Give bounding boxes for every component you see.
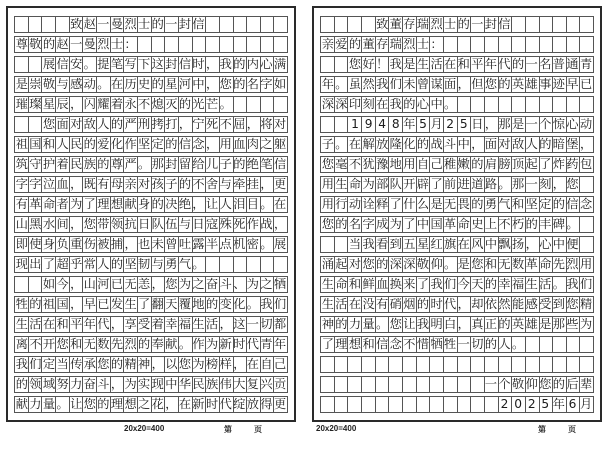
letter-page-1	[6, 6, 296, 436]
grid-row	[320, 376, 594, 393]
handwritten-line: 我 们 定 当 传 承 您 的 精 神 ， 以 您 为 榜 样 ， 在 自 己	[15, 357, 287, 371]
page-number-label: 第 页	[538, 425, 578, 434]
handwritten-line: 尊 敬 的 赵 一 曼 烈 士 ：	[15, 37, 137, 51]
handwritten-line: 用 行 动 诠 释 了 什 么 是 无 畏 的 勇 气 和 坚 定 的 信 念	[321, 197, 593, 211]
grid-row	[320, 136, 594, 153]
handwritten-line: 您 好 ！ 我 是 生 活 在 和 平 年 代 的 一 名 普 通 青	[348, 57, 593, 71]
handwritten-line: 亲 爱 的 董 存 瑞 烈 士 ：	[321, 37, 443, 51]
grid-count-label: 20x20=400	[124, 424, 165, 433]
handwritten-line: 生 活 在 没 有 硝 烟 的 时 代 ， 却 依 然 能 感 受 到 您 精	[321, 297, 593, 311]
grid-row	[320, 336, 594, 353]
grid-row	[320, 56, 594, 73]
handwritten-line: 涌 起 对 您 的 深 深 敬 仰 。 是 您 和 无 数 革 命 先 烈 用	[321, 257, 593, 271]
manuscript-grid-sheet-2	[312, 6, 602, 422]
handwritten-line: 筑 守 护 着 民 族 的 尊 严 。 那 封 留 给 儿 子 的 绝 笔 信	[15, 157, 287, 171]
handwritten-line: 您 毫 不 犹 豫 地 用 自 己 稚 嫩 的 肩 膀 顶 起 了 炸 药 包	[321, 157, 593, 171]
grid-row	[320, 356, 594, 373]
handwritten-line: 致 董 存 瑞 烈 士 的 一 封 信	[376, 17, 511, 31]
manuscript-grid-sheet-1	[6, 6, 296, 422]
grid-row	[320, 156, 594, 173]
handwritten-line: 神 的 力 量 。 您 让 我 明 白 ， 真 正 的 英 雄 是 那 些 为	[321, 317, 593, 331]
grid-row	[320, 216, 594, 233]
grid-row	[320, 176, 594, 193]
handwritten-line: 有 革 命 者 为 了 理 想 献 身 的 决 绝 ， 让 人 泪 目 。 在	[15, 197, 287, 211]
grid-row	[14, 356, 288, 373]
grid-row	[14, 296, 288, 313]
grid-row	[14, 196, 288, 213]
page-footer-1	[6, 424, 296, 436]
handwritten-line: 字 字 泣 血 ， 既 有 母 亲 对 孩 子 的 不 舍 与 牵 挂 ， 更	[15, 177, 287, 191]
grid-row	[320, 316, 594, 333]
handwritten-line: 当 我 看 到 五 星 红 旗 在 风 中 飘 扬 ， 心 中 便	[348, 237, 579, 251]
grid-row	[14, 316, 288, 333]
handwritten-line: 现 出 了 超 乎 常 人 的 坚 韧 与 勇 气 。	[15, 257, 205, 271]
handwritten-line: 致 赵 一 曼 烈 士 的 一 封 信	[70, 17, 205, 31]
grid-row	[14, 16, 288, 33]
grid-row	[14, 216, 288, 233]
handwritten-line: 即 使 身 负 重 伤 被 捕 ， 也 未 曾 吐 露 半 点 机 密 。 展	[15, 237, 287, 251]
grid-row	[320, 256, 594, 273]
grid-row	[14, 256, 288, 273]
grid-row	[320, 196, 594, 213]
grid-row	[14, 56, 288, 73]
grid-row	[320, 96, 594, 113]
handwritten-line: 深 深 印 刻 在 我 的 心 中 。	[321, 97, 457, 111]
handwritten-line: 用 生 命 为 部 队 开 辟 了 前 进 道 路 。 那 一 刻 ， 您	[321, 177, 579, 191]
handwritten-line: 一 个 敬 仰 您 的 后 辈	[484, 377, 593, 391]
handwritten-line: 2 0 2 5 年 6 月	[500, 397, 593, 411]
handwritten-line: 1 9 4 8 年 5 月 2 5 日 ， 那 是 一 个 惊 心 动	[351, 117, 593, 131]
grid-row	[320, 116, 594, 133]
handwritten-line: 年 。 虽 然 我 们 未 曾 谋 面 ， 但 您 的 英 雄 事 迹 早 已	[321, 77, 593, 91]
grid-row	[14, 276, 288, 293]
grid-row	[14, 96, 288, 113]
handwritten-line: 子 。 在 解 放 隆 化 的 战 斗 中 ， 面 对 敌 人 的 暗 堡 ，	[321, 137, 593, 151]
handwritten-line: 璀 璨 星 辰 ， 闪 耀 着 永 不 熄 灭 的 光 芒 。	[15, 97, 232, 111]
handwritten-line: 牲 的 祖 国 ， 早 已 发 生 了 翻 天 覆 地 的 变 化 。 我 们	[15, 297, 287, 311]
grid-row	[14, 336, 288, 353]
grid-row	[14, 236, 288, 253]
grid-row	[320, 36, 594, 53]
grid-row	[320, 236, 594, 253]
grid-count-label: 20x20=400	[316, 424, 357, 433]
handwritten-line: 您 的 名 字 成 为 了 中 国 革 命 史 上 不 朽 的 丰 碑 。	[321, 217, 579, 231]
handwritten-line: 是 崇 敬 与 感 动 。 在 历 史 的 星 河 中 ， 您 的 名 字 如	[15, 77, 287, 91]
grid-row	[14, 76, 288, 93]
grid-row	[320, 276, 594, 293]
grid-row	[320, 396, 594, 413]
page-footer-2	[312, 424, 602, 436]
page-number-label: 第 页	[224, 425, 264, 434]
handwritten-line: 生 活 在 和 平 年 代 ， 享 受 着 幸 福 生 活 ， 这 一 切 都	[15, 317, 287, 331]
grid-row	[14, 156, 288, 173]
grid-row	[14, 376, 288, 393]
handwritten-line: 您 面 对 敌 人 的 严 刑 拷 打 ， 宁 死 不 屈 ， 将 对	[42, 117, 287, 131]
grid-row	[320, 296, 594, 313]
handwritten-line	[321, 356, 593, 373]
grid-row	[14, 36, 288, 53]
handwritten-line: 离 不 开 您 和 无 数 先 烈 的 奉 献 。 作 为 新 时 代 青 年	[15, 337, 287, 351]
grid-row	[14, 136, 288, 153]
grid-row	[320, 16, 594, 33]
grid-row	[320, 76, 594, 93]
handwritten-line: 如 今 ， 山 河 已 无 恙 ， 您 为 之 奋 斗 、 为 之 牺	[42, 277, 287, 291]
handwritten-line: 展 信 安 。 提 笔 写 下 这 封 信 时 ， 我 的 内 心 满	[42, 57, 287, 71]
handwritten-line: 山 黑 水 间 ， 您 带 领 抗 日 队 伍 与 日 寇 殊 死 作 战 ，	[15, 217, 287, 231]
handwritten-line: 生 命 和 鲜 血 换 来 了 我 们 今 天 的 幸 福 生 活 。 我 们	[321, 277, 593, 291]
grid-row	[14, 176, 288, 193]
letter-page-2	[312, 6, 602, 436]
grid-row	[14, 396, 288, 413]
grid-row	[14, 116, 288, 133]
handwritten-line: 了 理 想 和 信 念 不 惜 牺 牲 一 切 的 人 。	[321, 337, 525, 351]
handwritten-line: 的 领 域 努 力 奋 斗 ， 为 实 现 中 华 民 族 伟 大 复 兴 贡	[15, 377, 287, 391]
handwritten-line: 献 力 量 。 让 您 的 理 想 之 花 ， 在 新 时 代 绽 放 得 更	[15, 397, 287, 411]
handwritten-line: 祖 国 和 人 民 的 爱 化 作 坚 定 的 信 念 ， 用 血 肉 之 躯	[15, 137, 287, 151]
